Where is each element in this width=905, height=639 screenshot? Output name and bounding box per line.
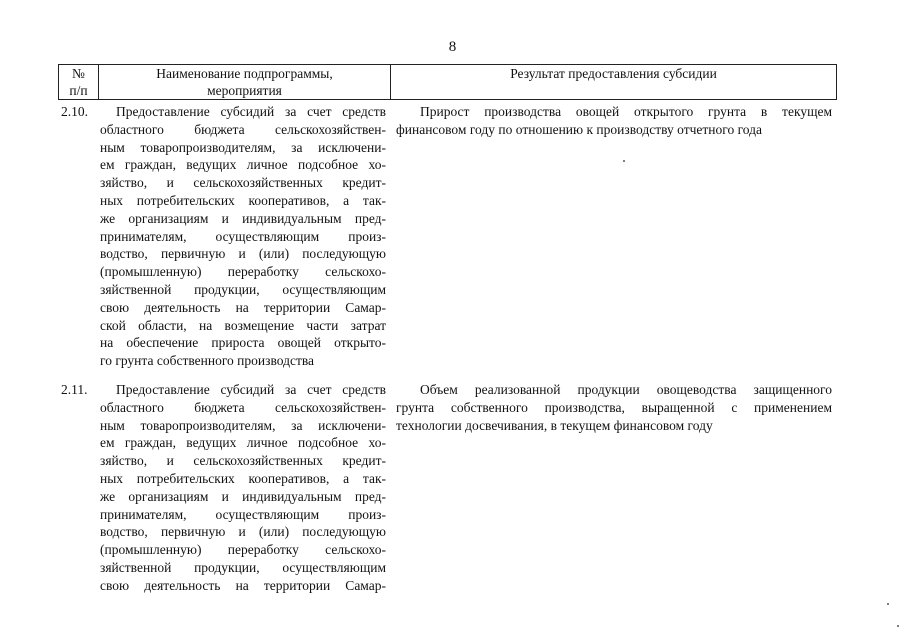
desc-line: зяйственной продукции, осуществляющим xyxy=(100,281,386,297)
row-result xyxy=(396,103,832,139)
desc-line: областного бюджета сельскохозяйствен- xyxy=(100,121,386,137)
desc-line: (промышленную) переработку сельскохо- xyxy=(100,542,386,558)
scan-speck xyxy=(887,603,889,605)
desc-line: же организациям и индивидуальным пред- xyxy=(100,488,386,504)
desc-line: водство, первичную и (или) последующую xyxy=(100,524,386,540)
desc-line: водство, первичную и (или) последующую xyxy=(100,246,386,262)
desc-line: свою деятельность на территории Самар- xyxy=(100,299,386,315)
scan-speck xyxy=(897,625,899,627)
desc-line: ской области, на возмещение части затрат xyxy=(100,317,386,333)
desc-line: ем граждан, ведущих личное подсобное хо- xyxy=(100,435,386,451)
page-number: 8 xyxy=(448,39,457,55)
desc-line: зяйство, и сельскохозяйственных кредит- xyxy=(100,175,386,191)
desc-line: свою деятельность на территории Самар- xyxy=(100,577,386,593)
row-description xyxy=(100,381,386,595)
desc-line: го грунта собственного производства xyxy=(100,353,315,369)
table-header xyxy=(58,64,837,100)
desc-line: ным товаропроизводителям, за исключени- xyxy=(100,139,386,155)
desc-line: же организациям и индивидуальным пред- xyxy=(100,210,386,226)
desc-line: областного бюджета сельскохозяйствен- xyxy=(100,399,386,415)
row-description xyxy=(100,103,386,370)
desc-line: принимателям, осуществляющим произ- xyxy=(100,506,386,522)
row-result xyxy=(396,381,832,434)
desc-line: зяйство, и сельскохозяйственных кредит- xyxy=(100,453,386,469)
scan-speck xyxy=(623,160,625,162)
desc-line: принимателям, осуществляющим произ- xyxy=(100,228,386,244)
desc-line: ных потребительских кооперативов, а так- xyxy=(100,470,386,486)
desc-line: (промышленную) переработку сельскохо- xyxy=(100,264,386,280)
header-name-column xyxy=(99,65,391,99)
desc-line: ем граждан, ведущих личное подсобное хо- xyxy=(100,157,386,173)
desc-line: ным товаропроизводителям, за исключени- xyxy=(100,417,386,433)
desc-line: зяйственной продукции, осуществляющим xyxy=(100,559,386,575)
result-line: грунта собственного производства, выращенной с применением xyxy=(396,399,832,415)
header-name-line1: Наименование подпрограммы, xyxy=(156,66,333,81)
desc-line: ных потребительских кооперативов, а так- xyxy=(100,192,386,208)
header-name-line2: мероприятия xyxy=(207,83,282,98)
row-number: 2.10. xyxy=(61,104,88,119)
desc-line: Предоставление субсидий за счет средств xyxy=(116,104,386,119)
header-result-column xyxy=(391,65,836,99)
header-num-line1: № xyxy=(72,66,85,81)
header-num-line2: п/п xyxy=(69,83,88,98)
header-result: Результат предоставления субсидии xyxy=(510,66,717,81)
result-line: Прирост производства овощей открытого грунта в текущем xyxy=(420,104,832,119)
result-line: финансовом году по отношению к производству отчетного года xyxy=(396,121,763,137)
row-number: 2.11. xyxy=(61,382,88,397)
result-line: технологии досвечивания, в текущем финансовом году xyxy=(396,417,713,433)
desc-line: Предоставление субсидий за счет средств xyxy=(116,382,386,397)
desc-line: на обеспечение прироста овощей открыто- xyxy=(100,335,386,351)
result-line: Объем реализованной продукции овощеводства защищенного xyxy=(420,382,832,397)
header-num-column xyxy=(59,65,99,99)
